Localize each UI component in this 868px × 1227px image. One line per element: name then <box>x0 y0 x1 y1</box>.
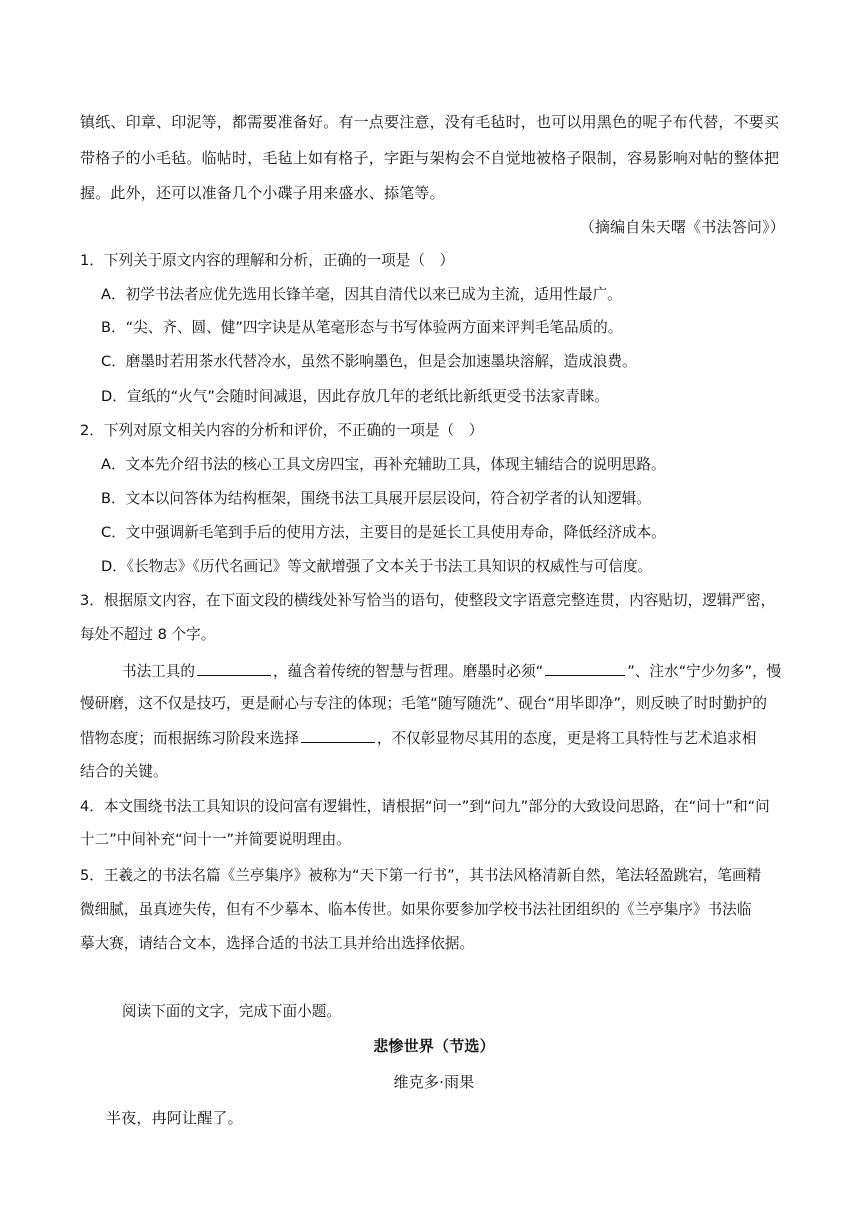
paragraph-text: ”、注水“宁少勿多”，慢 <box>627 663 782 680</box>
question-1-option-a: A．初学书法者应优先选用长锋羊毫，因其自清代以来已成为主流，适用性最广。 <box>101 286 622 303</box>
paragraph-text: 惜物态度；而根据练习阶段来选择 <box>80 730 299 747</box>
question-3-paragraph-line-4: 结合的关键。 <box>80 763 168 780</box>
question-5-line-2: 微细腻，虽真迹失传，但有不少摹本、临本传世。如果你要参加学校书法社团组织的《兰亭集序》书法临 <box>80 901 752 918</box>
question-3-paragraph-line-3 <box>80 728 756 749</box>
question-2-option-d: D．《长物志》《历代名画记》等文献增强了文本关于书法工具知识的权威性与可信度。 <box>101 558 653 575</box>
question-4-line-2: 十二”中间补充“问十一”并简要说明理由。 <box>80 831 351 848</box>
question-5-line-1: 5．王羲之的书法名篇《兰亭集序》被称为“天下第一行书”，其书法风格清新自然，笔法轻盈跳宕，笔画精 <box>80 867 762 884</box>
reading-first-line: 半夜，冉阿让醒了。 <box>106 1109 243 1127</box>
question-3-paragraph-line-1 <box>122 661 781 682</box>
question-3-stem-line-1: 3．根据原文内容，在下面文段的横线处补写恰当的语句，使整段文字语意完整连贯，内容贴切，逻辑严密， <box>80 592 776 609</box>
passage-line-2: 带格子的小毛毡。临帖时，毛毡上如有格子，字距与架构会不自觉地被格子限制，容易影响对帖的整体把 <box>80 149 780 167</box>
question-3-stem-line-2: 每处不超过 8 个字。 <box>80 626 216 643</box>
reading-author: 维克多·雨果 <box>393 1073 475 1091</box>
question-1-option-b: B．“尖、齐、圆、健”四字诀是从笔毫形态与书写体验两方面来评判毛笔品质的。 <box>101 319 623 336</box>
question-2-option-c: C．文中强调新毛笔到手后的使用方法，主要目的是延长工具使用寿命，降低经济成本。 <box>101 524 666 541</box>
question-1-option-d: D．宣纸的“火气”会随时间减退，因此存放几年的老纸比新纸更受书法家青睐。 <box>101 388 609 405</box>
fill-blank-3[interactable] <box>301 728 375 743</box>
question-1-stem: 1．下列关于原文内容的理解和分析，正确的一项是（ ） <box>80 252 455 269</box>
question-5-line-3: 摹大赛，请结合文本，选择合适的书法工具并给出选择依据。 <box>80 935 475 952</box>
passage-line-1: 镇纸、印章、印泥等，都需要准备好。有一点要注意，没有毛毡时，也可以用黑色的呢子布代替，不要买 <box>80 113 780 131</box>
question-2-option-b: B．文本以问答体为结构框架，围绕书法工具展开层层设问，符合初学者的认知逻辑。 <box>101 490 651 507</box>
paragraph-text: ，蕴含着传统的智慧与哲理。磨墨时必须“ <box>272 663 544 680</box>
question-3-paragraph-line-2: 慢研磨，这不仅是技巧，更是耐心与专注的体现；毛笔“随写随洗”、砚台“用毕即净”，则反映了时时勤护的 <box>80 695 767 712</box>
reading-instruction: 阅读下面的文字，完成下面小题。 <box>122 1003 341 1020</box>
question-2-option-a: A．文本先介绍书法的核心工具文房四宝，再补充辅助工具，体现主辅结合的说明思路。 <box>101 456 666 473</box>
fill-blank-2[interactable] <box>545 661 625 676</box>
passage-source: （摘编自朱天曙《书法答问》） <box>579 218 785 236</box>
paragraph-text: 书法工具的 <box>122 663 195 680</box>
question-2-stem: 2．下列对原文相关内容的分析和评价，不正确的一项是（ ） <box>80 422 484 439</box>
reading-title: 悲惨世界（节选） <box>373 1037 495 1055</box>
fill-blank-1[interactable] <box>197 661 271 676</box>
question-4-line-1: 4．本文围绕书法工具知识的设问富有逻辑性，请根据“问一”到“问九”部分的大致设问思路，在“问十”和“问 <box>80 798 770 815</box>
question-1-option-c: C．磨墨时若用茶水代替冷水，虽然不影响墨色，但是会加速墨块溶解，造成浪费。 <box>101 353 637 370</box>
passage-line-3: 握。此外，还可以准备几个小碟子用来盛水、掭笔等。 <box>80 184 445 202</box>
paragraph-text: ，不仅彰显物尽其用的态度，更是将工具特性与艺术追求相 <box>376 730 757 747</box>
